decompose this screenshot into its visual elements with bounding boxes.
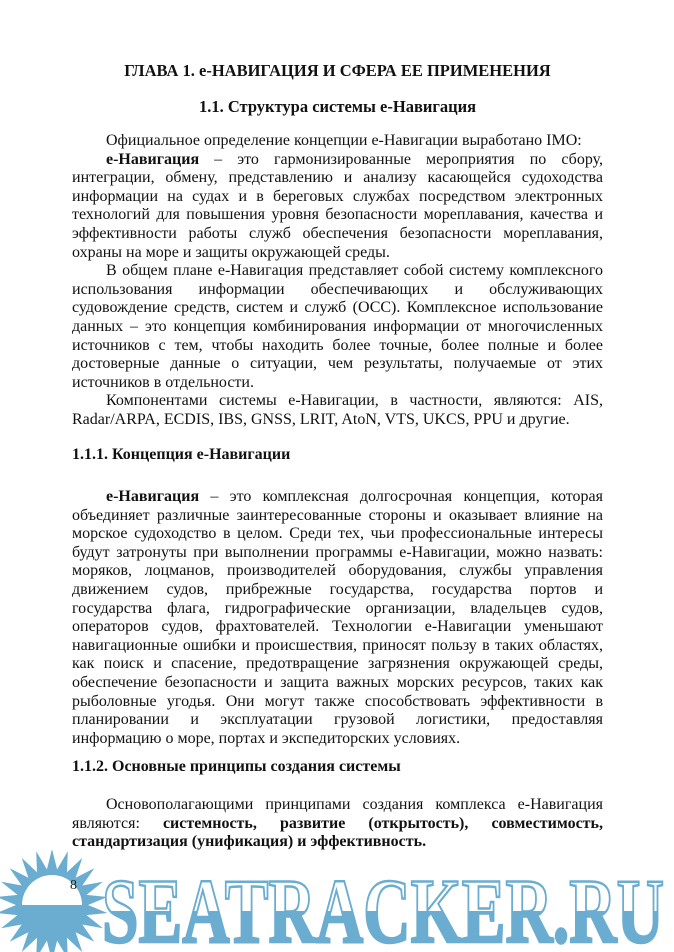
section-1-1-1-body [72, 488, 603, 748]
text-line [72, 693, 603, 712]
text-line [72, 674, 603, 693]
text-line [72, 833, 603, 852]
text: государства флага, гидрографические организации, владельцев судов, [72, 599, 603, 617]
text: будут затронуты при выполнении программы е-Навигации, можно назвать: [72, 543, 603, 561]
section-1-1-2-body [72, 796, 603, 852]
text: использования информации обеспечивающих и обслуживающих [72, 280, 603, 298]
text-line [72, 618, 603, 637]
section-1-1-body [72, 132, 603, 430]
text-line [72, 244, 603, 263]
text: морское судоходство в целом. Среди тех, чьи профессиональные интересы [72, 525, 603, 543]
text: планировании и эксплуатации грузовой логистики, предоставляя [72, 711, 603, 729]
text: эффективности работы служб обеспечения безопасности мореплавания, [72, 224, 603, 242]
heading-1-1-2: 1.1.2. Основные принципы создания системы [72, 758, 401, 775]
text-line [72, 337, 603, 356]
text-line [72, 507, 603, 526]
text-line [72, 581, 603, 600]
text-line [72, 392, 603, 411]
text-line [72, 151, 603, 170]
text: источников с тем, чтобы находить более точные, более полные и более [72, 336, 603, 354]
text-line [72, 525, 603, 544]
text-line [72, 281, 603, 300]
text-line [72, 730, 603, 749]
text-line [72, 796, 603, 815]
text: информации на судах и в береговых службах посредством электронных [72, 187, 603, 205]
text: навигационные ошибки и происшествия, приносят пользу в таких областях, [72, 636, 603, 654]
text: обеспечение безопасности и защита важных морских ресурсов, таких как [72, 673, 603, 691]
text-line [72, 355, 603, 374]
bold-text: е-Навигация [106, 150, 200, 168]
text-line [72, 225, 603, 244]
text: объединяет различные заинтересованные стороны и оказывает влияние на [72, 506, 603, 524]
text-line [72, 544, 603, 563]
page-number: 8 [70, 878, 77, 893]
text-line [72, 169, 603, 188]
text: охраны на море и защиты окружающей среды. [72, 243, 390, 261]
text: источников в отдельности. [72, 373, 254, 391]
text: В общем плане е-Навигация представляет собой систему комплексного [106, 262, 603, 280]
chapter-title: ГЛАВА 1. е-НАВИГАЦИЯ И СФЕРА ЕЕ ПРИМЕНЕНИЯ [124, 61, 551, 80]
text-line [72, 815, 603, 834]
watermark-text: SEATRACKER.RU [102, 860, 664, 952]
text: судовождение средств, систем и служб (ОСС). Комплексное использование [72, 299, 603, 317]
text: моряков, лоцманов, производителей оборудования, службы управления [72, 562, 603, 580]
section-title: 1.1. Структура системы е-Навигация [198, 97, 477, 116]
text: – это гармонизированные мероприятия по сбору, [199, 150, 603, 168]
text-line [72, 318, 603, 337]
text-line [72, 488, 603, 507]
text-line [72, 711, 603, 730]
text-line [72, 262, 603, 281]
text: Компонентами системы е-Навигации, в частности, являются: AIS, [106, 392, 603, 410]
text: информацию о море, портах и экспедиторских условиях. [72, 729, 461, 747]
bold-text: е-Навигация [106, 488, 200, 505]
text: Radar/ARPA, ECDIS, IBS, GNSS, LRIT, AtoN, VTS, UKCS, PPU и другие. [72, 410, 570, 428]
text: движением судов, прибрежные государства, государства портов и [72, 580, 603, 598]
text-line [72, 411, 603, 430]
text: данных – это концепция комбинирования информации от многочисленных [72, 317, 603, 335]
bold-text: системность, развитие (открытость), совместимость, [162, 814, 603, 832]
text: интеграции, обмену, представлению и анализу касающейся судоходства [72, 169, 603, 187]
text: операторов судов, фрахтователей. Технологии е-Навигации уменьшают [72, 618, 603, 636]
text-line [72, 132, 603, 151]
bold-text: стандартизация (унификация) и эффективность. [72, 833, 427, 851]
text: рыболовные угодья. Они могут также способствовать эффективности в [72, 692, 603, 710]
text-line [72, 188, 603, 207]
text-line [72, 374, 603, 393]
text-line [72, 600, 603, 619]
text: Основополагающими принципами создания комплекса е-Навигация [106, 796, 603, 813]
seatracker-watermark-logo [0, 850, 674, 952]
text-line [72, 562, 603, 581]
text: как поиск и спасение, предотвращение загрязнения окружающей среды, [72, 655, 603, 673]
text-line [72, 655, 603, 674]
text: достоверные данные о ситуации, чем результаты, получаемые от этих [72, 355, 603, 373]
heading-1-1-1: 1.1.1. Концепция е-Навигации [72, 446, 291, 463]
text-line [72, 637, 603, 656]
text: – это комплексная долгосрочная концепция, которая [199, 488, 603, 505]
text-line [72, 299, 603, 318]
text: Официальное определение концепции е-Навигации выработано IMO: [106, 132, 582, 149]
text: являются: [72, 814, 163, 832]
text-line [72, 206, 603, 225]
text: технологий для повышения уровня безопасности мореплавания, качества и [72, 206, 603, 224]
